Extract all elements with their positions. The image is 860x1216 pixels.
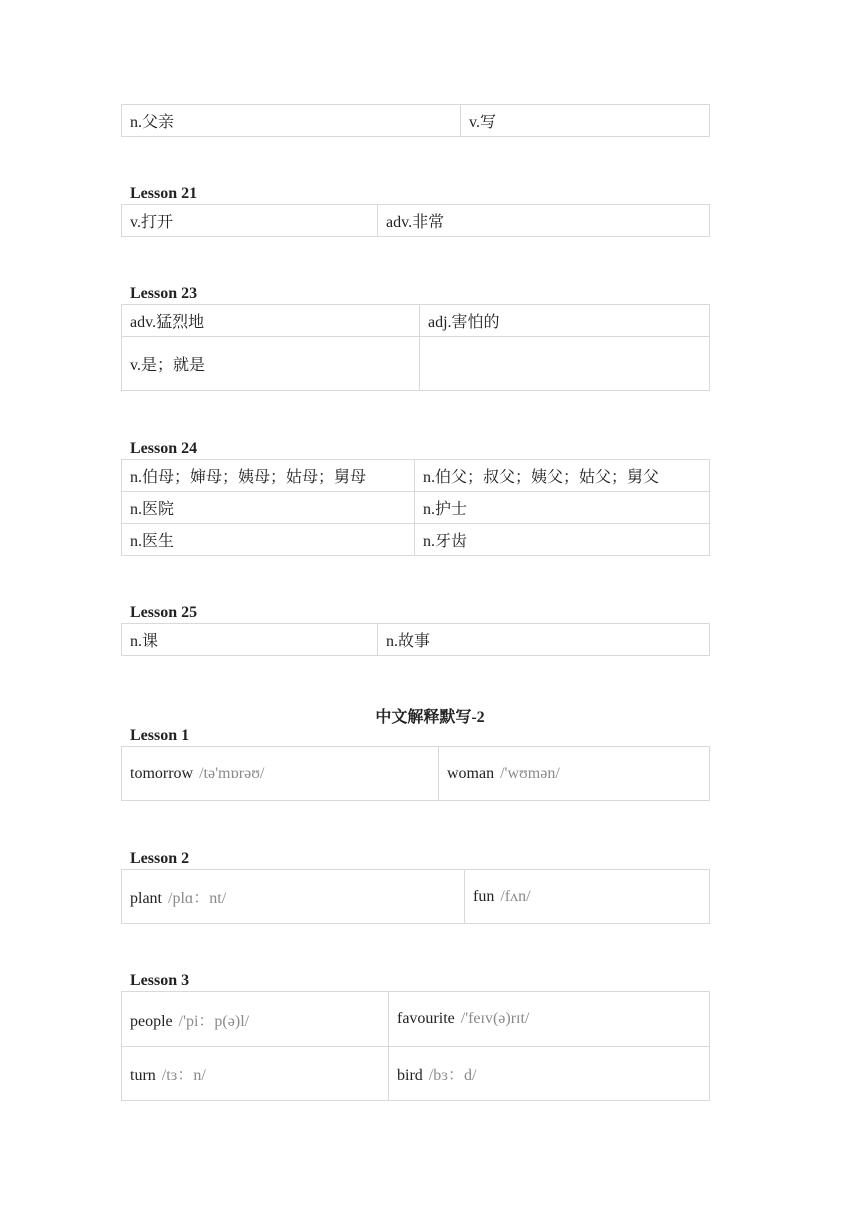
table-lesson23 <box>121 304 710 391</box>
table-cell: n.医院 <box>122 492 415 524</box>
table-cell: n.伯母；婶母；姨母；姑母；舅母 <box>122 460 415 492</box>
lesson-heading: Lesson 25 <box>130 604 198 621</box>
table-row <box>122 337 710 391</box>
table-row <box>122 105 710 137</box>
table-cell <box>122 870 465 924</box>
table-s2-lesson2 <box>121 869 710 924</box>
vocab-word: turn <box>130 1067 156 1084</box>
table-cell: v.打开 <box>122 205 378 237</box>
vocab-word: people <box>130 1012 173 1030</box>
vocab-word: tomorrow <box>130 764 194 782</box>
vocab-phonetic: /tɜ：n/ <box>161 1067 206 1084</box>
table-row <box>122 205 710 237</box>
table-cell: n.故事 <box>378 624 710 656</box>
table-row <box>122 870 710 924</box>
table-cell: n.课 <box>122 624 378 656</box>
table-cell: adv.猛烈地 <box>122 305 420 337</box>
table-cell <box>465 870 710 924</box>
table-row <box>122 460 710 492</box>
table-block0 <box>121 104 710 137</box>
table-row <box>122 747 710 801</box>
table-cell: n.父亲 <box>122 105 461 137</box>
table-row <box>122 992 710 1047</box>
table-cell <box>389 1047 710 1101</box>
lesson-heading: Lesson 2 <box>130 850 190 867</box>
table-cell <box>122 747 439 801</box>
table-cell: adv.非常 <box>378 205 710 237</box>
vocab-phonetic: /'feɪv(ə)rɪt/ <box>460 1010 530 1027</box>
table-cell: v.写 <box>461 105 710 137</box>
table-cell <box>122 1047 389 1101</box>
table-cell <box>389 992 710 1047</box>
table-row <box>122 524 710 556</box>
table-cell: n.牙齿 <box>415 524 710 556</box>
table-cell <box>439 747 710 801</box>
table-cell: n.护士 <box>415 492 710 524</box>
vocab-phonetic: /fʌn/ <box>500 887 531 905</box>
table-lesson25 <box>121 623 710 656</box>
section-title: 中文解释默写-2 <box>375 709 485 726</box>
table-row <box>122 492 710 524</box>
vocab-phonetic: /bɜ：d/ <box>428 1067 477 1084</box>
vocab-phonetic: /'wʊmən/ <box>500 764 560 782</box>
table-lesson21 <box>121 204 710 237</box>
table-s2-lesson1 <box>121 746 710 801</box>
vocab-word: favourite <box>397 1010 455 1027</box>
vocab-phonetic: /plɑ：nt/ <box>168 890 227 907</box>
table-row <box>122 305 710 337</box>
vocab-word: woman <box>447 764 495 782</box>
lesson-heading: Lesson 21 <box>130 185 198 202</box>
vocab-phonetic: /'pi：p(ə)l/ <box>178 1012 250 1030</box>
lesson-heading: Lesson 3 <box>130 972 190 989</box>
table-s2-lesson3 <box>121 991 710 1101</box>
table-cell: v.是；就是 <box>122 337 420 391</box>
table-cell: adj.害怕的 <box>420 305 710 337</box>
vocab-word: fun <box>473 887 495 905</box>
vocab-word: plant <box>130 890 162 907</box>
lesson-heading: Lesson 1 <box>130 727 190 744</box>
table-cell: n.伯父；叔父；姨父；姑父；舅父 <box>415 460 710 492</box>
table-row <box>122 1047 710 1101</box>
lesson-heading: Lesson 23 <box>130 285 198 302</box>
table-lesson24 <box>121 459 710 556</box>
table-row <box>122 624 710 656</box>
lesson-heading: Lesson 24 <box>130 440 198 457</box>
vocab-phonetic: /tə'mɒrəʊ/ <box>199 764 265 782</box>
vocab-word: bird <box>397 1067 423 1084</box>
table-cell: n.医生 <box>122 524 415 556</box>
table-cell <box>122 992 389 1047</box>
table-cell <box>420 337 710 391</box>
